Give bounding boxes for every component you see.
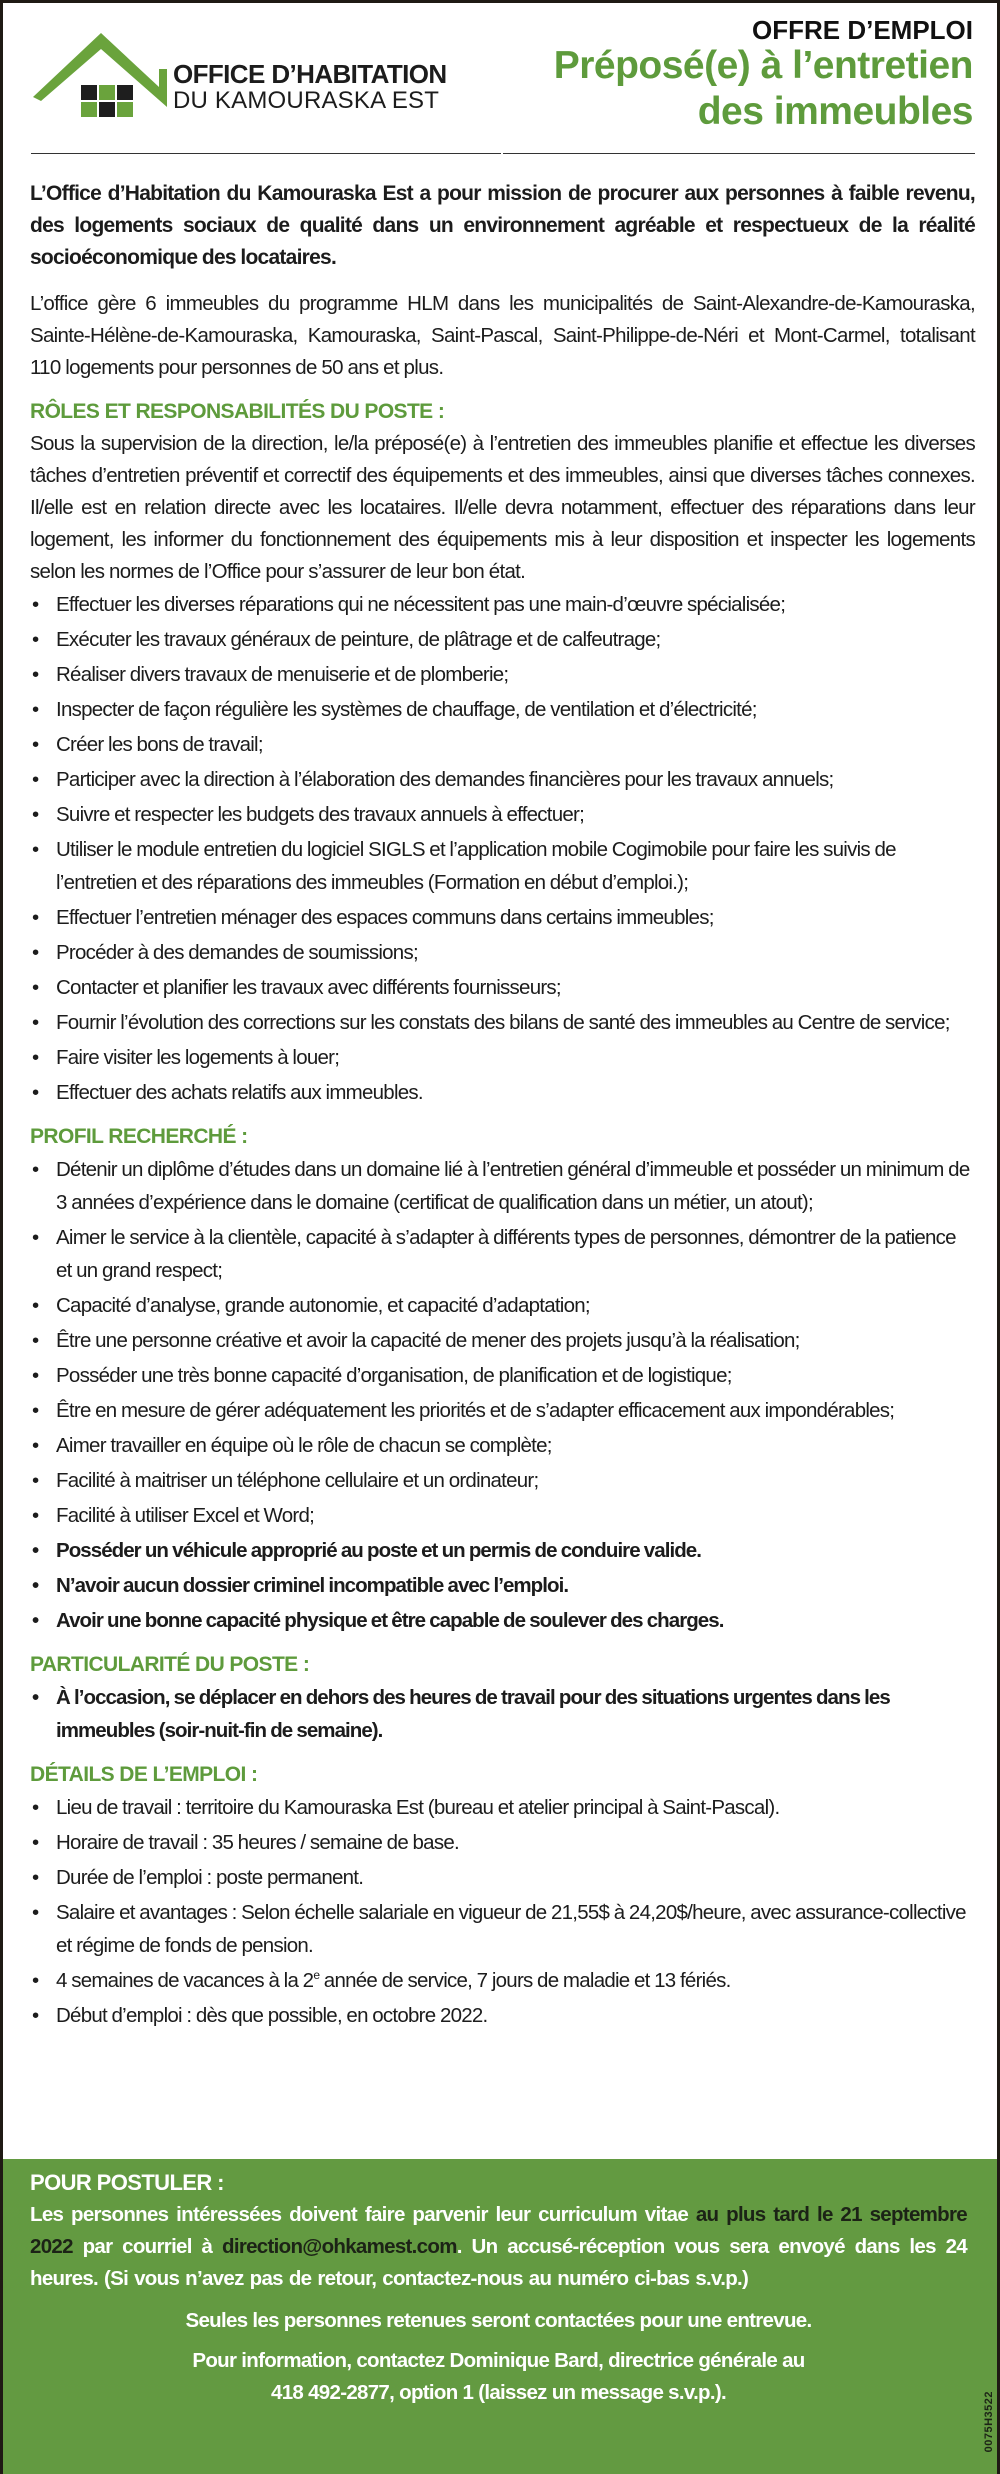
profile-list <box>30 1153 975 1637</box>
contact-line-1: Pour information, contactez Dominique Bard, directrice générale au <box>192 2349 805 2372</box>
list-item: • 4 semaines de vacances à la 2e année de service, 7 jours de maladie et 13 fériés. <box>32 1968 731 1992</box>
list-item: • Suivre et respecter les budgets des travaux annuels à effectuer; <box>32 803 585 826</box>
roles-list <box>30 588 975 1109</box>
interview-note: Seules les personnes retenues seront contactées pour une entrevue. <box>185 2309 812 2332</box>
particularity-list <box>30 1681 975 1747</box>
house-logo-icon <box>33 29 173 129</box>
logo-name-line1: OFFICE D’HABITATION <box>173 59 447 89</box>
list-item: • Facilité à utiliser Excel et Word; <box>32 1504 315 1527</box>
list-item: • Horaire de travail : 35 heures / semaine de base. <box>32 1831 459 1854</box>
list-item: • Participer avec la direction à l’élaboration des demandes financières pour les travaux annuels; <box>32 768 834 791</box>
list-item-bold: • N’avoir aucun dossier criminel incompatible avec l’emploi. <box>32 1574 569 1597</box>
header <box>3 3 997 153</box>
list-item: • Posséder une très bonne capacité d’organisation, de planification et de logistique; <box>32 1364 732 1387</box>
roles-heading: RÔLES ET RESPONSABILITÉS DU POSTE : <box>30 400 445 423</box>
job-offer-kicker: OFFRE D’EMPLOI <box>752 15 973 45</box>
job-title-line1: Préposé(e) à l’entretien <box>553 44 973 87</box>
list-item: • Effectuer des achats relatifs aux immeubles. <box>32 1081 423 1104</box>
particularity-heading: PARTICULARITÉ DU POSTE : <box>30 1653 310 1676</box>
list-item: • Réaliser divers travaux de menuiserie et de plomberie; <box>32 663 509 686</box>
list-item: • Être en mesure de gérer adéquatement les priorités et de s’adapter efficacement aux impondérables; <box>32 1399 895 1422</box>
logo-name-line2: DU KAMOURASKA EST <box>173 87 440 114</box>
list-item: • Début d’emploi : dès que possible, en octobre 2022. <box>32 2004 488 2027</box>
deadline: au plus tard le 21 septembre 2022 <box>30 2203 967 2258</box>
divider <box>503 153 975 154</box>
details-heading: DÉTAILS DE L’EMPLOI : <box>30 1763 258 1786</box>
job-title-line2: des immeubles <box>697 90 973 133</box>
list-item: • Durée de l’emploi : poste permanent. <box>32 1866 364 1889</box>
list-item-bold: • Posséder un véhicule approprié au poste et un permis de conduire valide. <box>32 1539 701 1562</box>
list-item: • Procéder à des demandes de soumissions; <box>32 941 418 964</box>
list-item: • Détenir un diplôme d’études dans un domaine lié à l’entretien général d’immeuble et posséder un minimum de 3 années d’expérience dans le domaine (certificat de qualification dans un métier, un atout); <box>32 1158 970 1214</box>
roles-description: Sous la supervision de la direction, le/la préposé(e) à l’entretien des immeubles planifie et effectue les diverses tâches d’entretien préventif et correctif des équipements et des immeubles, ainsi que diverses tâches connexes. Il/elle est en relation directe avec les locataires. Il/elle devra notamment, effectuer des réparations dans leur logement, les informer du fonctionnement des équipements mis à leur disposition et inspecter les logements selon les normes de l’Office pour s’assurer de leur bon état. <box>30 432 975 583</box>
list-item: • Exécuter les travaux généraux de peinture, de plâtrage et de calfeutrage; <box>32 628 661 651</box>
list-item: • Créer les bons de travail; <box>32 733 263 756</box>
apply-heading: POUR POSTULER : <box>30 2170 224 2195</box>
list-item: • Inspecter de façon régulière les systèmes de chauffage, de ventilation et d’électricité; <box>32 698 757 721</box>
list-item: • Aimer le service à la clientèle, capacité à s’adapter à différents types de personnes, démontrer de la patience et un grand respect; <box>32 1226 956 1282</box>
details-list <box>30 1791 975 2032</box>
list-item: • Capacité d’analyse, grande autonomie, et capacité d’adaptation; <box>32 1294 590 1317</box>
list-item: • Faire visiter les logements à louer; <box>32 1046 340 1069</box>
job-title <box>554 43 973 135</box>
apply-section <box>3 2159 997 2474</box>
list-item: • Facilité à maitriser un téléphone cellulaire et un ordinateur; <box>32 1469 539 1492</box>
list-item: • Aimer travailler en équipe où le rôle de chacun se complète; <box>32 1434 552 1457</box>
list-item: • Lieu de travail : territoire du Kamouraska Est (bureau et atelier principal à Saint-Pascal). <box>32 1796 780 1819</box>
list-item: • Contacter et planifier les travaux avec différents fournisseurs; <box>32 976 561 999</box>
list-item: • Être une personne créative et avoir la capacité de mener des projets jusqu’à la réalisation; <box>32 1329 800 1352</box>
list-item: • Effectuer l’entretien ménager des espaces communs dans certains immeubles; <box>32 906 714 929</box>
logo <box>33 29 453 129</box>
apply-instructions: Les personnes intéressées doivent faire parvenir leur curriculum vitae au plus tard le 21 septembre 2022 par courriel à direction@ohkamest.com. Un accusé-réception vous sera envoyé dans les 24 heures. (Si vous n’avez pas de retour, contactez-nous au numéro ci-bas s.v.p.) <box>30 2203 967 2290</box>
main-content <box>30 178 975 2032</box>
list-item: • Salaire et avantages : Selon échelle salariale en vigueur de 21,55$ à 24,20$/heure, avec assurance-collective et régime de fonds de pension. <box>32 1901 966 1957</box>
list-item: • Fournir l’évolution des corrections sur les constats des bilans de santé des immeubles au Centre de service; <box>32 1011 950 1034</box>
office-description: L’office gère 6 immeubles du programme HLM dans les municipalités de Saint-Alexandre-de-Kamouraska, Sainte-Hélène-de-Kamouraska, Kamouraska, Saint-Pascal, Saint-Philippe-de-Néri et Mont-Carmel, totalisant 110 logements pour personnes de 50 ans et plus. <box>30 292 975 379</box>
ad-code: 0075H3522 <box>983 2390 995 2452</box>
profile-heading: PROFIL RECHERCHÉ : <box>30 1125 248 1148</box>
list-item: • Effectuer les diverses réparations qui ne nécessitent pas une main-d’œuvre spécialisée; <box>32 593 786 616</box>
divider <box>31 153 501 154</box>
contact-line-2: 418 492-2877, option 1 (laissez un message s.v.p.). <box>271 2381 726 2404</box>
list-item: • Utiliser le module entretien du logiciel SIGLS et l’application mobile Cogimobile pour faire les suivis de l’entretien et des réparations des immeubles (Formation en début d’emploi.); <box>32 838 896 894</box>
list-item-bold: • À l’occasion, se déplacer en dehors des heures de travail pour des situations urgentes dans les immeubles (soir-nuit-fin de semaine). <box>32 1686 890 1742</box>
email-link[interactable]: direction@ohkamest.com <box>222 2235 457 2258</box>
mission-statement: L’Office d’Habitation du Kamouraska Est a pour mission de procurer aux personnes à faible revenu, des logements sociaux de qualité dans un environnement agréable et respectueux de la réalité socioéconomique des locataires. <box>30 182 975 269</box>
list-item-bold: • Avoir une bonne capacité physique et être capable de soulever des charges. <box>32 1609 724 1632</box>
